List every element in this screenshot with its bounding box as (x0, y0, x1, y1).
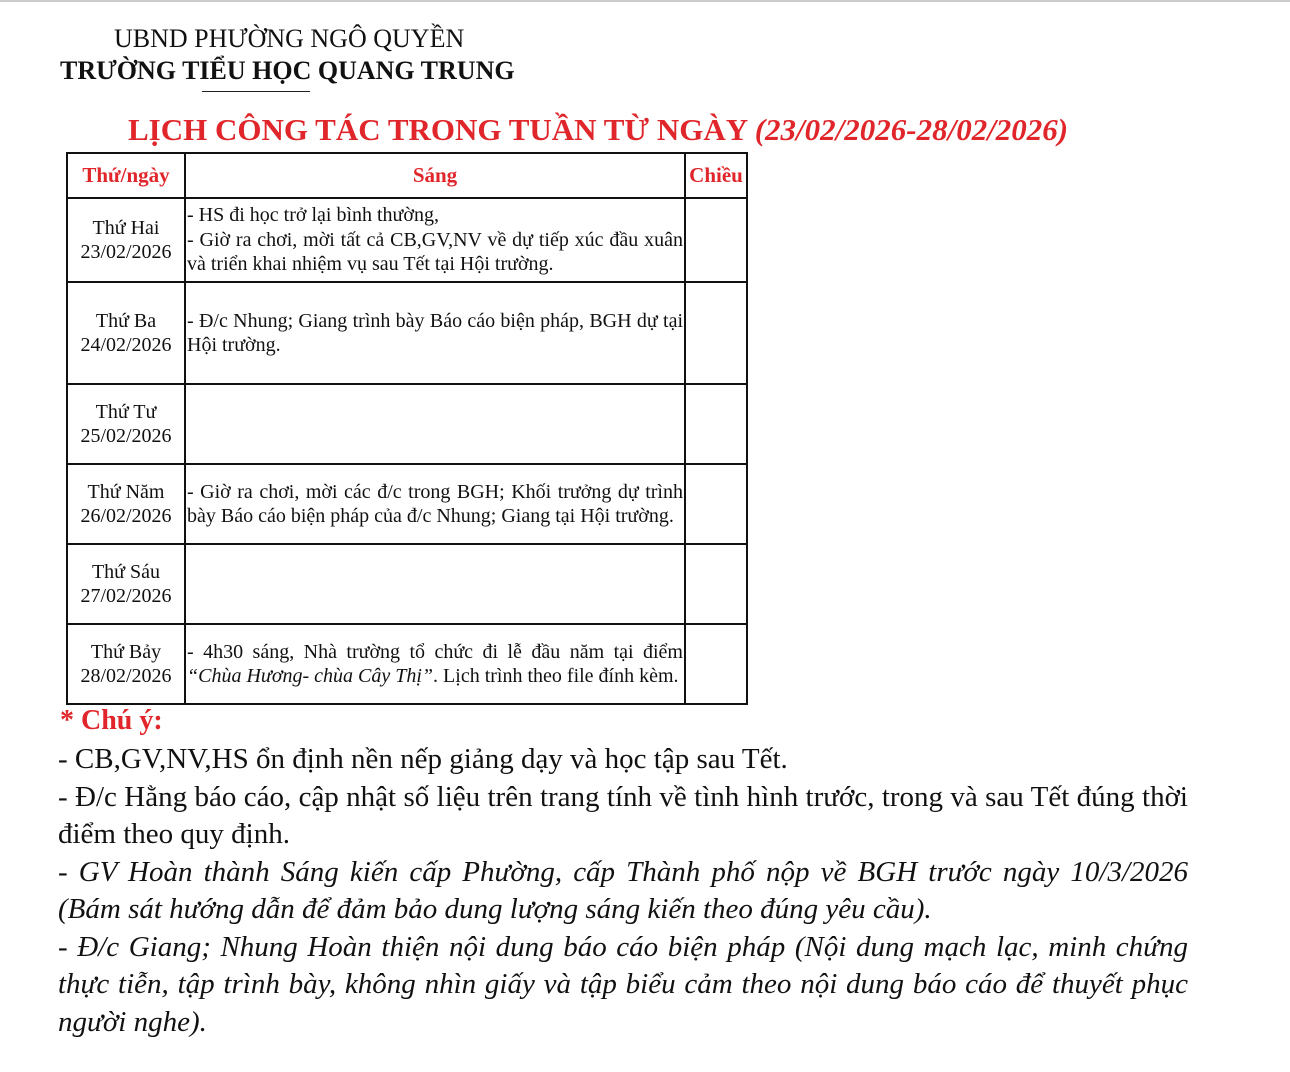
note-item: - Đ/c Giang; Nhung Hoàn thiện nội dung báo cáo biện pháp (Nội dung mạch lạc, minh chứng thực tiễn, tập trình bày, không nhìn giấy và tập biểu cảm theo nội dung báo cáo để thuyết phục người nghe). (58, 930, 1188, 1038)
morning-cell (185, 282, 685, 384)
afternoon-cell (685, 624, 747, 704)
org-name: UBND PHƯỜNG NGÔ QUYỀN (114, 24, 465, 53)
col-day: Thứ/ngày (67, 153, 185, 198)
afternoon-cell (685, 464, 747, 544)
morning-cell (185, 384, 685, 464)
day-date: 24/02/2026 (80, 334, 172, 356)
table-header-row (67, 153, 747, 198)
day-name: Thứ Ba (95, 309, 157, 332)
morning-cell (185, 624, 685, 704)
day-cell (67, 384, 185, 464)
day-cell (67, 624, 185, 704)
table-row (67, 544, 747, 624)
table-row (67, 384, 747, 464)
afternoon-cell (685, 282, 747, 384)
title-main: LỊCH CÔNG TÁC TRONG TUẦN TỪ NGÀY (128, 112, 755, 147)
afternoon-cell (685, 544, 747, 624)
activity: - HS đi học trở lại bình thường, (187, 204, 439, 227)
afternoon-cell (685, 198, 747, 282)
schedule-table (66, 152, 748, 705)
activity: . Lịch trình theo file đính kèm. (433, 665, 679, 687)
note-item: - Đ/c Hằng báo cáo, cập nhật số liệu trên trang tính về tình hình trước, trong và sau Tết đúng thời điểm theo quy định. (58, 780, 1188, 850)
activity-place: “Chùa Hương- chùa Cây Thị” (187, 665, 434, 687)
day-name: Thứ Tư (95, 400, 157, 423)
day-date: 26/02/2026 (80, 505, 172, 527)
col-afternoon: Chiều (685, 153, 747, 198)
top-border (0, 0, 1290, 2)
page-title (128, 112, 1068, 148)
note-item: - GV Hoàn thành Sáng kiến cấp Phường, cấp Thành phố nộp về BGH trước ngày 10/3/2026 (Bám sát hướng dẫn để đảm bảo dung lượng sáng kiến theo đúng yêu cầu). (58, 855, 1188, 925)
day-cell (67, 464, 185, 544)
table-row (67, 282, 747, 384)
day-name: Thứ Bảy (90, 640, 162, 663)
afternoon-cell (685, 384, 747, 464)
day-name: Thứ Sáu (91, 560, 161, 583)
day-name: Thứ Năm (87, 480, 165, 503)
activity: - Giờ ra chơi, mời tất cả CB,GV,NV về dự tiếp xúc đầu xuân và triển khai nhiệm vụ sau Tết tại Hội trường. (187, 228, 683, 276)
day-name: Thứ Hai (92, 216, 160, 239)
table-row (67, 464, 747, 544)
morning-cell (185, 464, 685, 544)
school-name: TRƯỜNG TIỂU HỌC QUANG TRUNG (60, 56, 515, 85)
notes-list (58, 741, 1188, 1041)
activity: - 4h30 sáng, Nhà trường tổ chức đi lễ đầu năm tại điểm (187, 640, 683, 663)
activity: - Giờ ra chơi, mời các đ/c trong BGH; Khối trưởng dự trình bày Báo cáo biện pháp của đ/c Nhung; Giang tại Hội trường. (187, 480, 683, 527)
day-date: 23/02/2026 (80, 241, 172, 263)
day-date: 25/02/2026 (80, 425, 172, 447)
day-cell (67, 198, 185, 282)
morning-cell (185, 198, 685, 282)
day-cell (67, 544, 185, 624)
table-row (67, 624, 747, 704)
divider (202, 91, 310, 92)
day-date: 28/02/2026 (80, 665, 172, 687)
notes-heading: * Chú ý: (60, 705, 163, 736)
title-date-range: (23/02/2026-28/02/2026) (754, 112, 1069, 147)
note-item: - CB,GV,NV,HS ổn định nền nếp giảng dạy và học tập sau Tết. (58, 743, 788, 775)
activity: - Đ/c Nhung; Giang trình bày Báo cáo biện pháp, BGH dự tại Hội trường. (187, 309, 683, 356)
col-morning: Sáng (185, 153, 685, 198)
day-cell (67, 282, 185, 384)
day-date: 27/02/2026 (80, 585, 172, 607)
morning-cell (185, 544, 685, 624)
table-row (67, 198, 747, 282)
